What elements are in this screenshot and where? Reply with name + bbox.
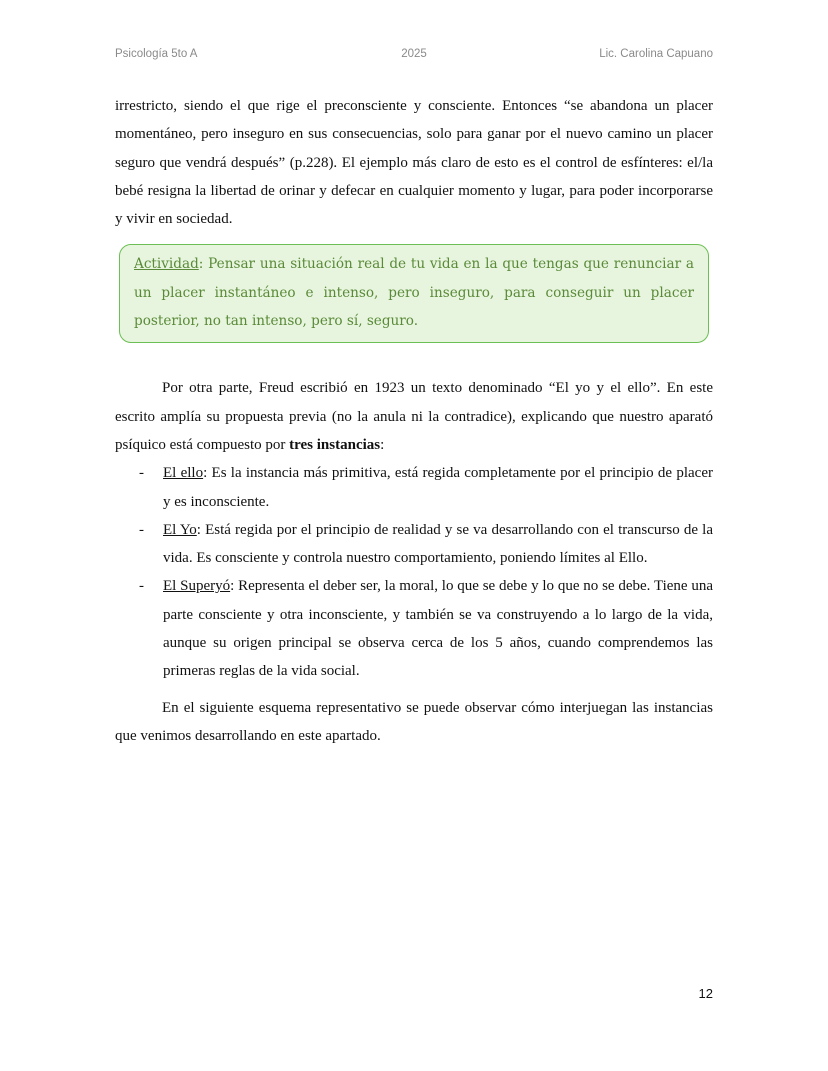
header-author: Lic. Carolina Capuano: [599, 48, 713, 60]
header-course: Psicología 5to A: [115, 48, 198, 60]
list-item-yo: [115, 516, 713, 573]
term-ello: El ello: [163, 465, 204, 482]
list-item-superyo: [115, 572, 713, 685]
activity-text: : Pensar una situación real de tu vida en la que tengas que renunciar a un placer instantáneo e intenso, pero inseguro, para conseguir un placer posterior, no tan intenso, pero sí, seguro.: [134, 256, 694, 330]
page-header: [115, 48, 713, 66]
paragraph-three-instances: [115, 374, 713, 459]
paragraph-scheme-intro: En el siguiente esquema representativo se puede observar cómo interjuegan las instancias que venimos desarrollando en este apartado.: [115, 699, 713, 744]
definition-ello: : Es la instancia más primitiva, está regida completamente por el principio de placer y es inconsciente.: [163, 465, 713, 510]
list-dash: -: [139, 578, 144, 595]
definition-yo: : Está regida por el principio de realidad y se va desarrollando con el transcurso de la vida. Es consciente y controla nuestro comportamiento, poniendo límites al Ello.: [163, 521, 714, 567]
three-instances-bold: tres instancias: [289, 436, 381, 453]
header-year: 2025: [401, 48, 427, 60]
term-superyo: El Superyó: [163, 578, 231, 595]
activity-box: [119, 244, 709, 343]
paragraph-three-instances-text: Por otra parte, Freud escribió en 1923 un texto denominado “El yo y el ello”. En este escrito amplía su propuesta previa (no la anula ni la contradice), explicando que nuestro aparató psíquico está compuesto por: [115, 380, 713, 453]
activity-label: Actividad: [134, 256, 199, 273]
term-yo: El Yo: [163, 521, 197, 538]
list-item-ello: [115, 459, 713, 516]
paragraph-pleasure-principle: irrestricto, siendo el que rige el preconsciente y consciente. Entonces “se abandona un placer momentáneo, pero inseguro en sus consecuencias, solo para ganar por el nuevo camino un placer seguro que vendrá después” (p.228). El ejemplo más claro de esto es el control de esfínteres: el/la bebé resigna la libertad de orinar y defecar en cualquier momento y lugar, para poder incorporarse y vivir en sociedad.: [115, 98, 713, 228]
instances-list: [115, 459, 713, 685]
list-dash: -: [139, 521, 144, 538]
definition-superyo: : Representa el deber ser, la moral, lo que se debe y lo que no se debe. Tiene una parte consciente y otra inconsciente, y también se va construyendo a lo largo de la vida, aunque su origen principal se observa cerca de los 5 años, cuando comprendemos las primeras reglas de la vida social.: [163, 578, 714, 680]
paragraph-three-instances-end: :: [380, 436, 385, 453]
list-dash: -: [139, 465, 144, 482]
page-number: 12: [698, 986, 713, 1001]
page-body: [115, 92, 713, 750]
